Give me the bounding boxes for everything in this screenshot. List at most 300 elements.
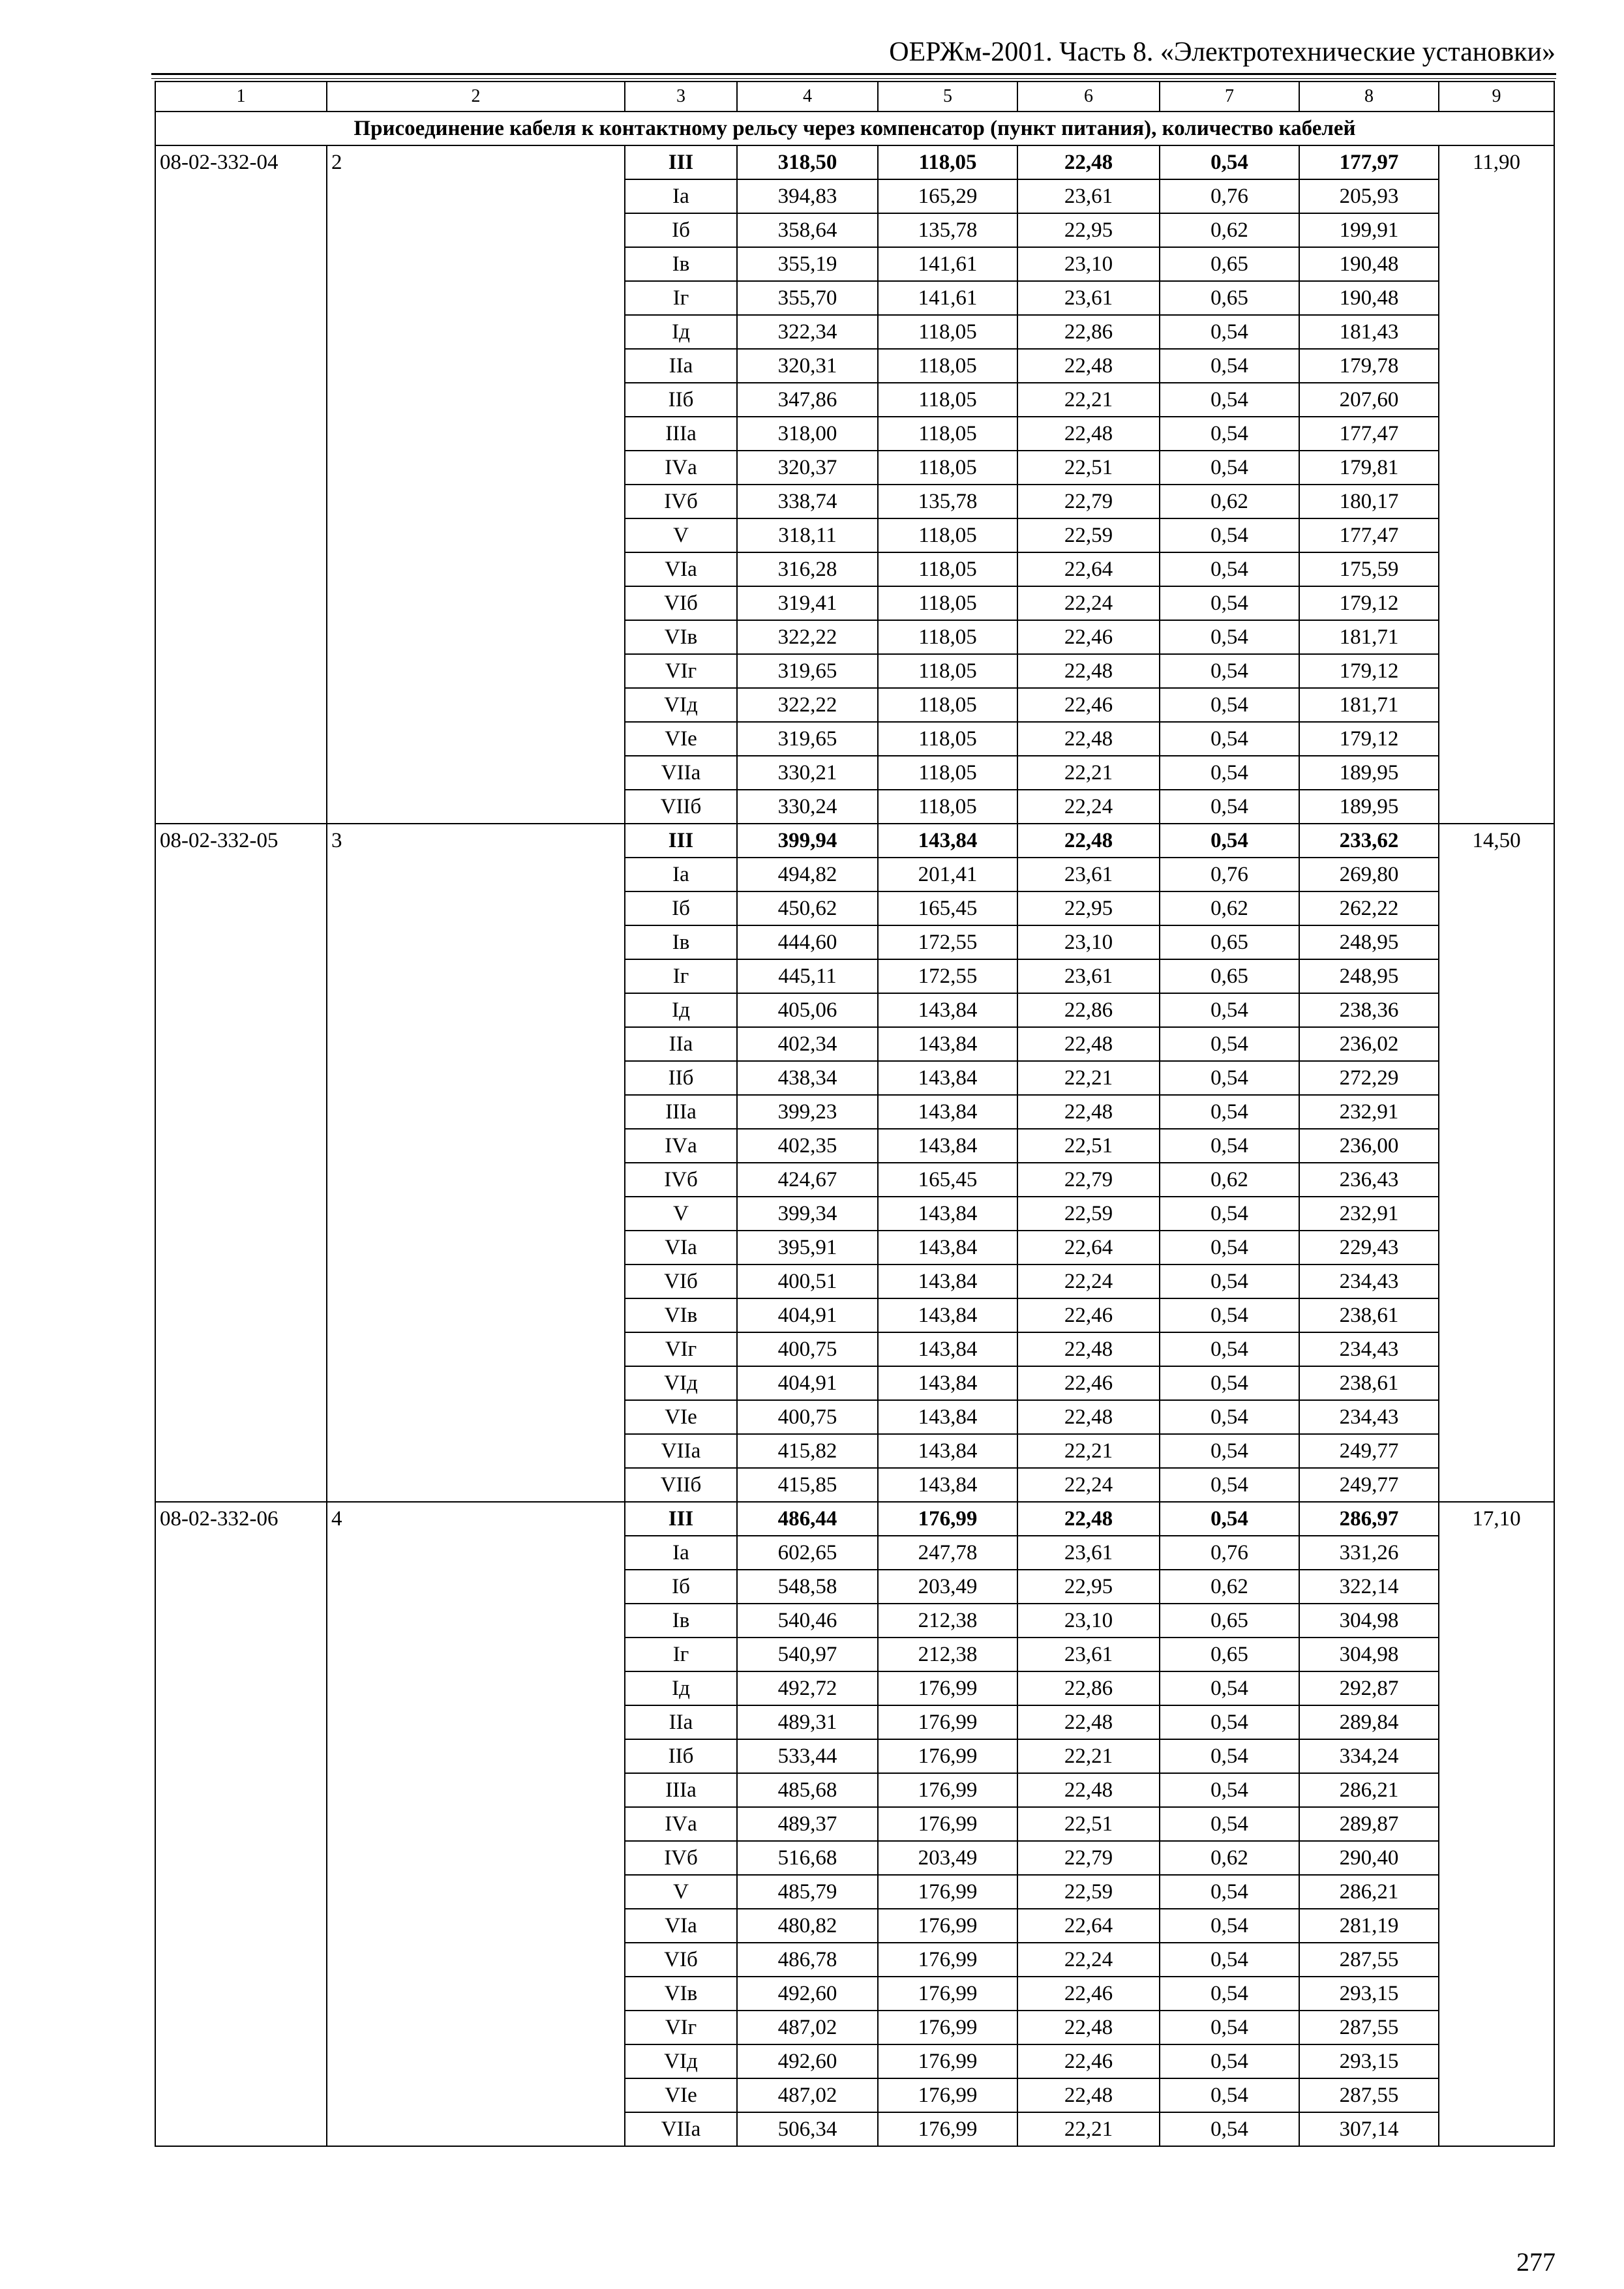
value-cell: 492,60 xyxy=(737,2044,878,2078)
value-cell: 322,22 xyxy=(737,688,878,722)
value-cell: 22,48 xyxy=(1017,1773,1160,1807)
value-cell: 175,59 xyxy=(1299,552,1439,586)
value-cell: 22,86 xyxy=(1017,1671,1160,1705)
value-cell: 347,86 xyxy=(737,383,878,417)
value-cell: 0,76 xyxy=(1160,1536,1299,1570)
value-cell: 118,05 xyxy=(878,349,1017,383)
value-cell: 22,59 xyxy=(1017,518,1160,552)
value-cell: 22,95 xyxy=(1017,1570,1160,1604)
value-cell: 0,54 xyxy=(1160,756,1299,790)
value-cell: 135,78 xyxy=(878,485,1017,518)
value-cell: 23,61 xyxy=(1017,179,1160,213)
value-cell: 0,54 xyxy=(1160,417,1299,451)
column-number-row xyxy=(155,82,1554,112)
value-cell: 0,54 xyxy=(1160,1197,1299,1231)
value-cell: 176,99 xyxy=(878,1807,1017,1841)
zone-cell: IIа xyxy=(625,349,737,383)
value-cell: 399,23 xyxy=(737,1095,878,1129)
value-cell: 0,62 xyxy=(1160,1841,1299,1875)
value-cell: 176,99 xyxy=(878,1739,1017,1773)
value-cell: 400,75 xyxy=(737,1332,878,1366)
column-number: 7 xyxy=(1160,82,1299,112)
zone-cell: IIб xyxy=(625,1739,737,1773)
zone-cell: VIа xyxy=(625,552,737,586)
value-cell: 22,48 xyxy=(1017,1095,1160,1129)
zone-cell: IVа xyxy=(625,1129,737,1163)
value-cell: 0,76 xyxy=(1160,179,1299,213)
value-cell: 176,99 xyxy=(878,2044,1017,2078)
value-cell: 232,91 xyxy=(1299,1095,1439,1129)
value-cell: 22,51 xyxy=(1017,451,1160,485)
value-cell: 201,41 xyxy=(878,858,1017,891)
value-cell: 487,02 xyxy=(737,2011,878,2044)
value-cell: 176,99 xyxy=(878,1773,1017,1807)
value-cell: 0,54 xyxy=(1160,586,1299,620)
value-cell: 189,95 xyxy=(1299,790,1439,824)
value-cell: 118,05 xyxy=(878,688,1017,722)
cable-count: 2 xyxy=(327,145,625,824)
value-cell: 118,05 xyxy=(878,756,1017,790)
value-cell: 212,38 xyxy=(878,1604,1017,1638)
value-cell: 143,84 xyxy=(878,1027,1017,1061)
value-cell: 0,54 xyxy=(1160,790,1299,824)
value-cell: 22,48 xyxy=(1017,349,1160,383)
value-cell: 181,71 xyxy=(1299,688,1439,722)
value-cell: 236,02 xyxy=(1299,1027,1439,1061)
value-cell: 0,54 xyxy=(1160,1400,1299,1434)
value-cell: 293,15 xyxy=(1299,1977,1439,2011)
value-cell: 438,34 xyxy=(737,1061,878,1095)
column-number: 2 xyxy=(327,82,625,112)
value-cell: 358,64 xyxy=(737,213,878,247)
value-cell: 290,40 xyxy=(1299,1841,1439,1875)
value-cell: 236,43 xyxy=(1299,1163,1439,1197)
value-cell: 22,48 xyxy=(1017,722,1160,756)
value-cell: 141,61 xyxy=(878,281,1017,315)
value-cell: 234,43 xyxy=(1299,1400,1439,1434)
zone-cell: VIIа xyxy=(625,1434,737,1468)
table-row xyxy=(155,824,1554,858)
value-cell: 22,64 xyxy=(1017,552,1160,586)
value-cell: 287,55 xyxy=(1299,2078,1439,2112)
zone-cell: Iг xyxy=(625,281,737,315)
value-cell: 0,54 xyxy=(1160,1366,1299,1400)
value-cell: 404,91 xyxy=(737,1298,878,1332)
value-cell: 399,94 xyxy=(737,824,878,858)
value-cell: 22,46 xyxy=(1017,1366,1160,1400)
value-cell: 179,12 xyxy=(1299,586,1439,620)
value-cell: 22,79 xyxy=(1017,1841,1160,1875)
zone-cell: Iд xyxy=(625,315,737,349)
value-cell: 0,54 xyxy=(1160,1875,1299,1909)
value-cell: 492,72 xyxy=(737,1671,878,1705)
zone-cell: VIд xyxy=(625,2044,737,2078)
value-cell: 236,00 xyxy=(1299,1129,1439,1163)
value-cell: 293,15 xyxy=(1299,2044,1439,2078)
value-cell: 0,54 xyxy=(1160,1807,1299,1841)
value-cell: 249,77 xyxy=(1299,1468,1439,1502)
table-row xyxy=(155,145,1554,179)
value-cell: 22,24 xyxy=(1017,790,1160,824)
value-cell: 272,29 xyxy=(1299,1061,1439,1095)
value-cell: 118,05 xyxy=(878,417,1017,451)
value-cell: 0,54 xyxy=(1160,1264,1299,1298)
value-cell: 143,84 xyxy=(878,824,1017,858)
zone-cell: VIб xyxy=(625,1264,737,1298)
value-cell: 506,34 xyxy=(737,2112,878,2146)
zone-cell: III xyxy=(625,1502,737,1536)
value-cell: 320,37 xyxy=(737,451,878,485)
value-cell: 281,19 xyxy=(1299,1909,1439,1943)
value-cell: 22,86 xyxy=(1017,315,1160,349)
zone-cell: IIа xyxy=(625,1027,737,1061)
value-cell: 404,91 xyxy=(737,1366,878,1400)
value-cell: 22,46 xyxy=(1017,688,1160,722)
zone-cell: VIв xyxy=(625,1298,737,1332)
value-cell: 179,12 xyxy=(1299,722,1439,756)
value-cell: 22,21 xyxy=(1017,1061,1160,1095)
value-cell: 269,80 xyxy=(1299,858,1439,891)
value-cell: 318,00 xyxy=(737,417,878,451)
value-cell: 22,95 xyxy=(1017,213,1160,247)
value-cell: 22,59 xyxy=(1017,1875,1160,1909)
value-cell: 485,79 xyxy=(737,1875,878,1909)
value-cell: 22,86 xyxy=(1017,993,1160,1027)
value-cell: 22,48 xyxy=(1017,417,1160,451)
column-9-value: 14,50 xyxy=(1439,824,1554,1502)
value-cell: 322,34 xyxy=(737,315,878,349)
zone-cell: VIд xyxy=(625,688,737,722)
header-rule xyxy=(151,73,1556,75)
value-cell: 402,34 xyxy=(737,1027,878,1061)
value-cell: 143,84 xyxy=(878,1061,1017,1095)
zone-cell: IIIа xyxy=(625,1095,737,1129)
zone-cell: IVа xyxy=(625,451,737,485)
value-cell: 176,99 xyxy=(878,1705,1017,1739)
value-cell: 118,05 xyxy=(878,383,1017,417)
value-cell: 189,95 xyxy=(1299,756,1439,790)
value-cell: 489,31 xyxy=(737,1705,878,1739)
value-cell: 492,60 xyxy=(737,1977,878,2011)
value-cell: 190,48 xyxy=(1299,281,1439,315)
value-cell: 22,59 xyxy=(1017,1197,1160,1231)
value-cell: 232,91 xyxy=(1299,1197,1439,1231)
value-cell: 289,84 xyxy=(1299,1705,1439,1739)
value-cell: 0,54 xyxy=(1160,722,1299,756)
value-cell: 22,48 xyxy=(1017,145,1160,179)
value-cell: 0,65 xyxy=(1160,925,1299,959)
value-cell: 179,81 xyxy=(1299,451,1439,485)
value-cell: 180,17 xyxy=(1299,485,1439,518)
value-cell: 118,05 xyxy=(878,620,1017,654)
zone-cell: IIIа xyxy=(625,1773,737,1807)
value-cell: 22,46 xyxy=(1017,1298,1160,1332)
value-cell: 22,24 xyxy=(1017,1264,1160,1298)
cable-count: 4 xyxy=(327,1502,625,2146)
value-cell: 322,22 xyxy=(737,620,878,654)
value-cell: 179,12 xyxy=(1299,654,1439,688)
value-cell: 319,65 xyxy=(737,654,878,688)
value-cell: 0,54 xyxy=(1160,688,1299,722)
value-cell: 205,93 xyxy=(1299,179,1439,213)
value-cell: 287,55 xyxy=(1299,1943,1439,1977)
zone-cell: Iв xyxy=(625,247,737,281)
value-cell: 143,84 xyxy=(878,1298,1017,1332)
value-cell: 143,84 xyxy=(878,1197,1017,1231)
value-cell: 322,14 xyxy=(1299,1570,1439,1604)
column-number: 4 xyxy=(737,82,878,112)
running-header: ОЕРЖм-2001. Часть 8. «Электротехнические установки» xyxy=(889,37,1556,67)
value-cell: 450,62 xyxy=(737,891,878,925)
value-cell: 212,38 xyxy=(878,1638,1017,1671)
zone-cell: Iб xyxy=(625,213,737,247)
value-cell: 22,48 xyxy=(1017,824,1160,858)
value-cell: 22,21 xyxy=(1017,1434,1160,1468)
value-cell: 316,28 xyxy=(737,552,878,586)
value-cell: 23,61 xyxy=(1017,281,1160,315)
value-cell: 22,21 xyxy=(1017,2112,1160,2146)
value-cell: 489,37 xyxy=(737,1807,878,1841)
value-cell: 22,51 xyxy=(1017,1129,1160,1163)
value-cell: 143,84 xyxy=(878,993,1017,1027)
value-cell: 0,54 xyxy=(1160,1977,1299,2011)
value-cell: 287,55 xyxy=(1299,2011,1439,2044)
value-cell: 22,21 xyxy=(1017,1739,1160,1773)
value-cell: 320,31 xyxy=(737,349,878,383)
value-cell: 0,54 xyxy=(1160,1739,1299,1773)
zone-cell: VIIа xyxy=(625,2112,737,2146)
value-cell: 0,62 xyxy=(1160,1570,1299,1604)
value-cell: 22,48 xyxy=(1017,1502,1160,1536)
rate-code: 08-02-332-04 xyxy=(155,145,327,824)
value-cell: 238,36 xyxy=(1299,993,1439,1027)
zone-cell: IIб xyxy=(625,383,737,417)
value-cell: 135,78 xyxy=(878,213,1017,247)
value-cell: 176,99 xyxy=(878,1909,1017,1943)
value-cell: 203,49 xyxy=(878,1570,1017,1604)
value-cell: 143,84 xyxy=(878,1434,1017,1468)
value-cell: 540,46 xyxy=(737,1604,878,1638)
value-cell: 0,54 xyxy=(1160,1061,1299,1095)
value-cell: 176,99 xyxy=(878,2112,1017,2146)
value-cell: 23,61 xyxy=(1017,858,1160,891)
value-cell: 0,54 xyxy=(1160,2011,1299,2044)
value-cell: 0,65 xyxy=(1160,281,1299,315)
value-cell: 402,35 xyxy=(737,1129,878,1163)
section-title-row xyxy=(155,112,1554,145)
zone-cell: VIIа xyxy=(625,756,737,790)
zone-cell: IIа xyxy=(625,1705,737,1739)
value-cell: 23,10 xyxy=(1017,247,1160,281)
value-cell: 181,43 xyxy=(1299,315,1439,349)
value-cell: 0,54 xyxy=(1160,1095,1299,1129)
value-cell: 0,54 xyxy=(1160,1332,1299,1366)
value-cell: 486,78 xyxy=(737,1943,878,1977)
value-cell: 486,44 xyxy=(737,1502,878,1536)
value-cell: 238,61 xyxy=(1299,1298,1439,1332)
value-cell: 0,62 xyxy=(1160,213,1299,247)
value-cell: 0,54 xyxy=(1160,552,1299,586)
value-cell: 318,11 xyxy=(737,518,878,552)
rate-code: 08-02-332-06 xyxy=(155,1502,327,2146)
value-cell: 533,44 xyxy=(737,1739,878,1773)
value-cell: 0,54 xyxy=(1160,145,1299,179)
value-cell: 0,54 xyxy=(1160,315,1299,349)
value-cell: 0,54 xyxy=(1160,824,1299,858)
value-cell: 355,19 xyxy=(737,247,878,281)
value-cell: 118,05 xyxy=(878,145,1017,179)
value-cell: 0,62 xyxy=(1160,1163,1299,1197)
value-cell: 22,46 xyxy=(1017,620,1160,654)
value-cell: 118,05 xyxy=(878,722,1017,756)
zone-cell: VIд xyxy=(625,1366,737,1400)
zone-cell: VIб xyxy=(625,586,737,620)
value-cell: 355,70 xyxy=(737,281,878,315)
value-cell: 0,54 xyxy=(1160,1773,1299,1807)
value-cell: 22,48 xyxy=(1017,2011,1160,2044)
value-cell: 548,58 xyxy=(737,1570,878,1604)
value-cell: 319,65 xyxy=(737,722,878,756)
value-cell: 334,24 xyxy=(1299,1739,1439,1773)
value-cell: 22,48 xyxy=(1017,1027,1160,1061)
zone-cell: Iг xyxy=(625,959,737,993)
value-cell: 177,47 xyxy=(1299,417,1439,451)
zone-cell: Iв xyxy=(625,1604,737,1638)
value-cell: 118,05 xyxy=(878,518,1017,552)
value-cell: 0,54 xyxy=(1160,1468,1299,1502)
column-number: 8 xyxy=(1299,82,1439,112)
value-cell: 445,11 xyxy=(737,959,878,993)
value-cell: 22,24 xyxy=(1017,1468,1160,1502)
value-cell: 405,06 xyxy=(737,993,878,1027)
value-cell: 176,99 xyxy=(878,1943,1017,1977)
value-cell: 330,24 xyxy=(737,790,878,824)
value-cell: 181,71 xyxy=(1299,620,1439,654)
value-cell: 143,84 xyxy=(878,1468,1017,1502)
value-cell: 0,62 xyxy=(1160,485,1299,518)
zone-cell: VIIб xyxy=(625,790,737,824)
value-cell: 23,61 xyxy=(1017,1536,1160,1570)
column-number: 1 xyxy=(155,82,327,112)
value-cell: 176,99 xyxy=(878,1502,1017,1536)
value-cell: 0,54 xyxy=(1160,1027,1299,1061)
value-cell: 304,98 xyxy=(1299,1604,1439,1638)
cable-count: 3 xyxy=(327,824,625,1502)
value-cell: 262,22 xyxy=(1299,891,1439,925)
table-body xyxy=(155,82,1554,2146)
value-cell: 143,84 xyxy=(878,1400,1017,1434)
zone-cell: Iг xyxy=(625,1638,737,1671)
value-cell: 176,99 xyxy=(878,2078,1017,2112)
zone-cell: VIб xyxy=(625,1943,737,1977)
zone-cell: VIг xyxy=(625,2011,737,2044)
value-cell: 22,48 xyxy=(1017,654,1160,688)
value-cell: 540,97 xyxy=(737,1638,878,1671)
value-cell: 143,84 xyxy=(878,1129,1017,1163)
zone-cell: Iв xyxy=(625,925,737,959)
value-cell: 207,60 xyxy=(1299,383,1439,417)
header-rule-thin xyxy=(151,78,1556,79)
zone-cell: VIг xyxy=(625,654,737,688)
value-cell: 0,76 xyxy=(1160,858,1299,891)
value-cell: 177,97 xyxy=(1299,145,1439,179)
value-cell: 0,54 xyxy=(1160,620,1299,654)
zone-cell: Iд xyxy=(625,1671,737,1705)
zone-cell: VIIб xyxy=(625,1468,737,1502)
value-cell: 176,99 xyxy=(878,1875,1017,1909)
zone-cell: Iб xyxy=(625,1570,737,1604)
zone-cell: V xyxy=(625,1875,737,1909)
value-cell: 22,48 xyxy=(1017,2078,1160,2112)
value-cell: 602,65 xyxy=(737,1536,878,1570)
value-cell: 165,45 xyxy=(878,891,1017,925)
value-cell: 0,54 xyxy=(1160,383,1299,417)
value-cell: 22,21 xyxy=(1017,756,1160,790)
value-cell: 494,82 xyxy=(737,858,878,891)
value-cell: 0,65 xyxy=(1160,1638,1299,1671)
value-cell: 172,55 xyxy=(878,959,1017,993)
zone-cell: VIа xyxy=(625,1909,737,1943)
value-cell: 22,24 xyxy=(1017,586,1160,620)
value-cell: 118,05 xyxy=(878,790,1017,824)
zone-cell: VIе xyxy=(625,1400,737,1434)
value-cell: 22,48 xyxy=(1017,1705,1160,1739)
page-number: 277 xyxy=(1516,2247,1556,2277)
value-cell: 176,99 xyxy=(878,1671,1017,1705)
zone-cell: IIIа xyxy=(625,417,737,451)
value-cell: 118,05 xyxy=(878,552,1017,586)
value-cell: 0,65 xyxy=(1160,1604,1299,1638)
rate-code: 08-02-332-05 xyxy=(155,824,327,1502)
value-cell: 143,84 xyxy=(878,1231,1017,1264)
value-cell: 0,54 xyxy=(1160,518,1299,552)
value-cell: 304,98 xyxy=(1299,1638,1439,1671)
zone-cell: IVб xyxy=(625,1163,737,1197)
value-cell: 424,67 xyxy=(737,1163,878,1197)
value-cell: 248,95 xyxy=(1299,925,1439,959)
value-cell: 165,45 xyxy=(878,1163,1017,1197)
zone-cell: V xyxy=(625,518,737,552)
value-cell: 190,48 xyxy=(1299,247,1439,281)
value-cell: 400,75 xyxy=(737,1400,878,1434)
value-cell: 23,10 xyxy=(1017,925,1160,959)
section-title: Присоединение кабеля к контактному рельсу через компенсатор (пункт питания), количество кабелей xyxy=(155,112,1554,145)
zone-cell: III xyxy=(625,145,737,179)
value-cell: 23,10 xyxy=(1017,1604,1160,1638)
zone-cell: Iа xyxy=(625,1536,737,1570)
column-number: 5 xyxy=(878,82,1017,112)
value-cell: 22,64 xyxy=(1017,1231,1160,1264)
value-cell: 238,61 xyxy=(1299,1366,1439,1400)
value-cell: 0,65 xyxy=(1160,959,1299,993)
value-cell: 485,68 xyxy=(737,1773,878,1807)
value-cell: 338,74 xyxy=(737,485,878,518)
value-cell: 0,54 xyxy=(1160,1943,1299,1977)
value-cell: 415,82 xyxy=(737,1434,878,1468)
value-cell: 318,50 xyxy=(737,145,878,179)
value-cell: 400,51 xyxy=(737,1264,878,1298)
value-cell: 0,54 xyxy=(1160,1705,1299,1739)
value-cell: 487,02 xyxy=(737,2078,878,2112)
value-cell: 319,41 xyxy=(737,586,878,620)
column-9-value: 11,90 xyxy=(1439,145,1554,824)
column-9-value: 17,10 xyxy=(1439,1502,1554,2146)
value-cell: 289,87 xyxy=(1299,1807,1439,1841)
value-cell: 143,84 xyxy=(878,1264,1017,1298)
value-cell: 118,05 xyxy=(878,654,1017,688)
zone-cell: VIе xyxy=(625,722,737,756)
zone-cell: VIв xyxy=(625,1977,737,2011)
